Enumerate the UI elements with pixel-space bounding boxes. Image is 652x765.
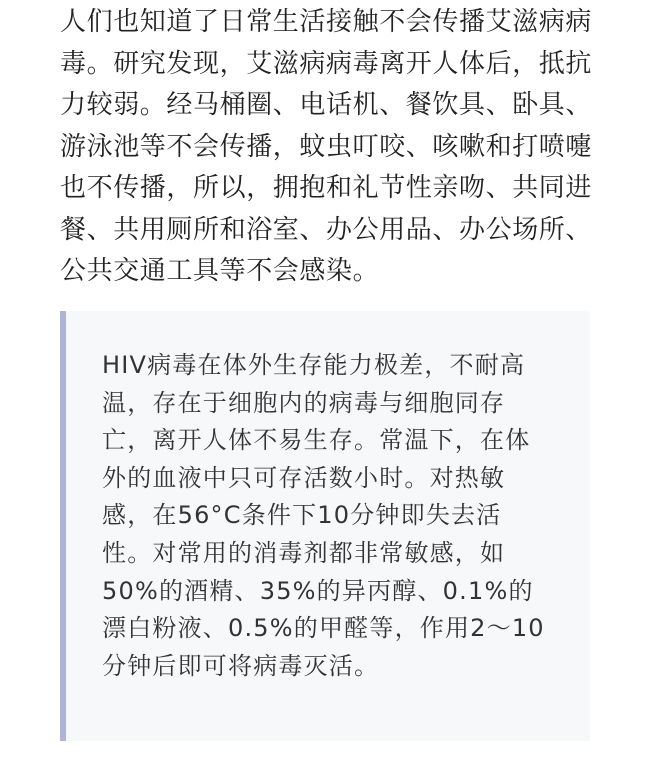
blockquote-accent-bar — [60, 311, 66, 741]
blockquote-line: 感，在56°C条件下10分钟即失去活 — [102, 501, 502, 530]
intro-line: 餐、共用厕所和浴室、办公用品、办公场所、 — [60, 214, 593, 245]
blockquote-line: HIV病毒在体外生存能力极差，不耐高 — [102, 351, 526, 379]
intro-line: 人们也知道了日常生活接触不会传播艾滋病病 — [60, 7, 593, 37]
blockquote-line: 温，存在于细胞内的病毒与细胞同存 — [102, 388, 506, 417]
blockquote-line: 性。对常用的消毒剂都非常敏感，如 — [102, 538, 506, 567]
blockquote-line: 分钟后即可将病毒灭活。 — [102, 651, 380, 680]
intro-line: 游泳池等不会传播，蚊虫叮咬、咳嗽和打喷嚏 — [60, 131, 593, 162]
blockquote-line: 50%的酒精、35%的异丙醇、0.1%的 — [102, 576, 534, 605]
intro-line: 也不传播，所以，拥抱和礼节性亲吻、共同进 — [60, 173, 593, 203]
blockquote — [60, 311, 590, 741]
blockquote-text — [102, 347, 572, 685]
blockquote-line: 亡，离开人体不易生存。常温下，在体 — [102, 426, 531, 455]
intro-line: 公共交通工具等不会感染。 — [60, 256, 380, 286]
intro-line: 毒。研究发现，艾滋病病毒离开人体后，抵抗 — [60, 48, 593, 79]
blockquote-line: 漂白粉液、0.5%的甲醛等，作用2～10 — [102, 614, 545, 643]
intro-paragraph — [60, 2, 600, 293]
blockquote-line: 外的血液中只可存活数小时。对热敏 — [102, 463, 506, 492]
intro-line: 力较弱。经马桶圈、电话机、餐饮具、卧具、 — [60, 90, 593, 120]
